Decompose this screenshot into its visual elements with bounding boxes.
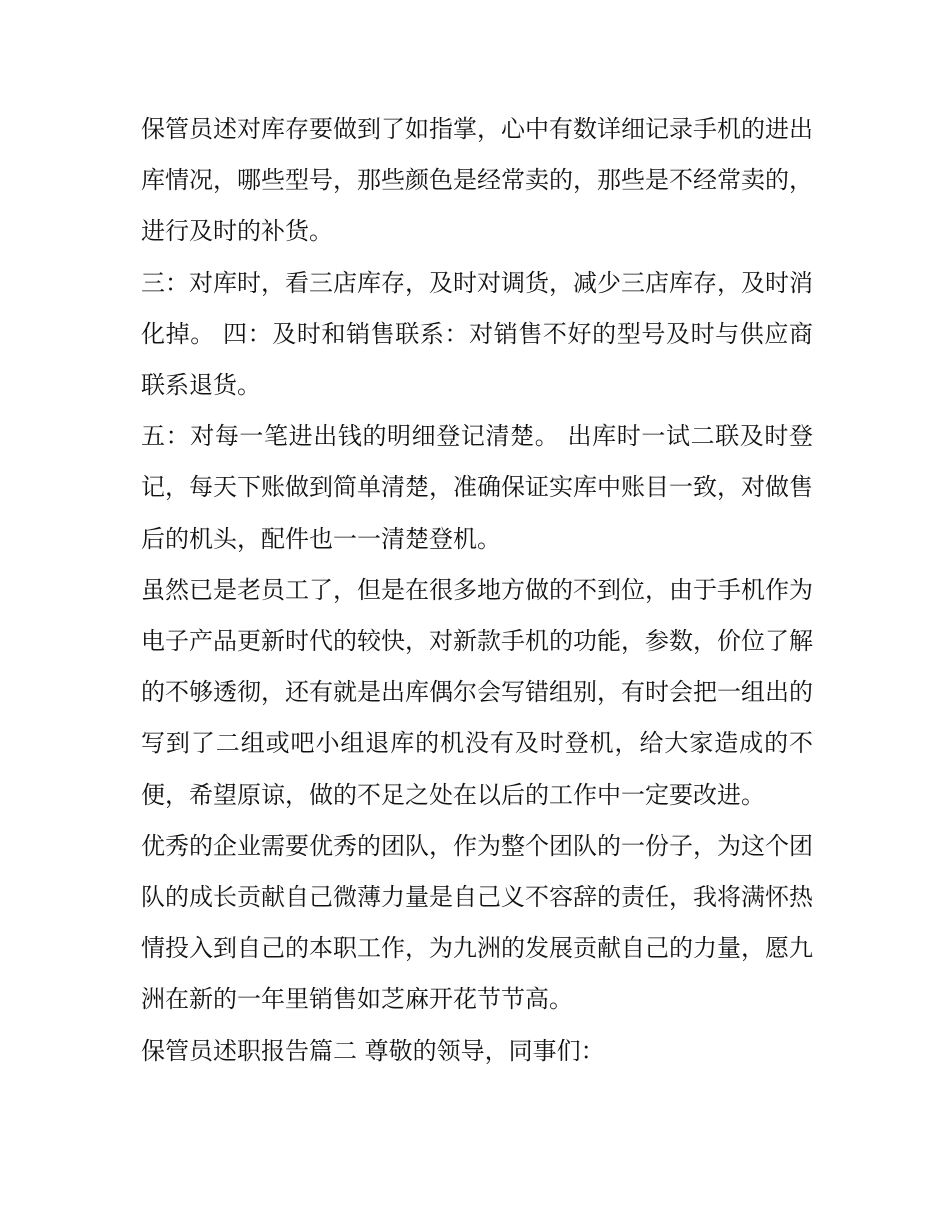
- paragraph-report-two-heading: 保管员述职报告篇二 尊敬的领导，同事们：: [141, 1036, 605, 1065]
- document-body: [141, 104, 813, 1077]
- paragraph-points-three-four: 三：对库时，看三店库存，及时对调货，减少三店库存，及时消化掉。 四：及时和销售联系：对销售不好的型号及时与供应商联系退货。: [141, 268, 813, 400]
- paragraph-point-five: 五：对每一笔进出钱的明细登记清楚。 出库时一试二联及时登记，每天下账做到简单清楚，准确保证实库中账目一致，对做售后的机头，配件也一一清楚登机。: [141, 422, 813, 553]
- paragraph-shortcomings: 虽然已是老员工了，但是在很多地方做的不到位，由于手机作为电子产品更新时代的较快，对新款手机的功能，参数，价位了解的不够透彻，还有就是出库偶尔会写错组别，有时会把一组出的写到了二组或吧小组退库的机没有及时登机，给大家造成的不便，希望原谅，做的不足之处在以后的工作中一定要改进。: [141, 575, 813, 809]
- paragraph-team: 优秀的企业需要优秀的团队，作为整个团队的一份子，为这个团队的成长贡献自己微薄力量是自己义不容辞的责任，我将满怀热情投入到自己的本职工作，为九洲的发展贡献自己的力量，愿九洲在新的一年里销售如芝麻开花节节高。: [141, 831, 813, 1014]
- paragraph-inventory: 保管员述对库存要做到了如指掌，心中有数详细记录手机的进出库情况，哪些型号，那些颜色是经常卖的，那些是不经常卖的，进行及时的补货。: [141, 115, 813, 246]
